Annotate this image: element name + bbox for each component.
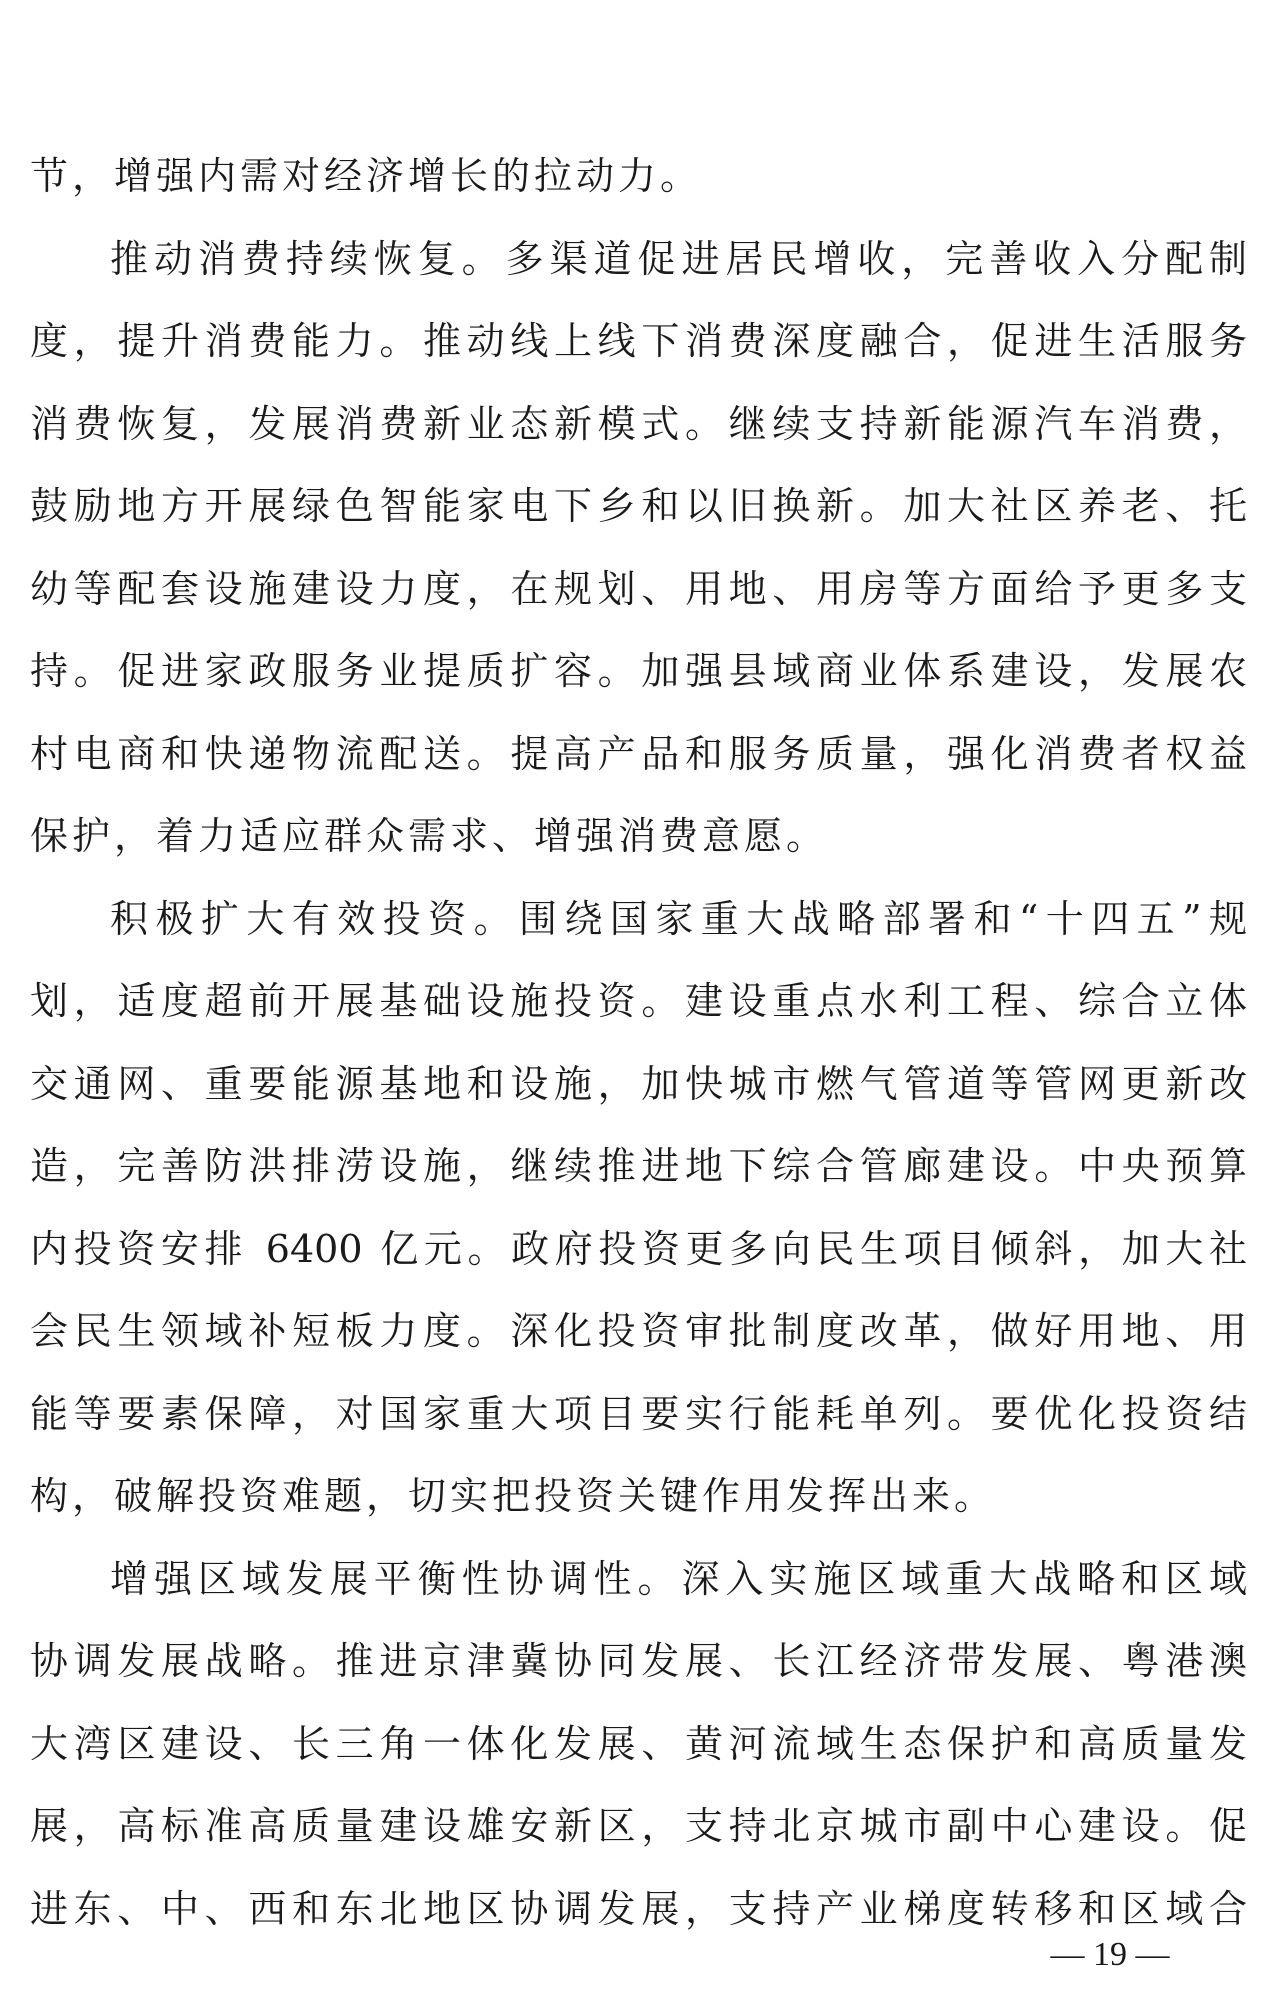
text-line: 节，增强内需对经济增长的拉动力。 bbox=[30, 154, 703, 198]
text-line: 构，破解投资难题，切实把投资关键作用发挥出来。 bbox=[30, 1474, 997, 1518]
text-line: 会民生领域补短板力度。深化投资审批制度改革，做好用地、用 bbox=[30, 1309, 1247, 1353]
text-line: 展，高标准高质量建设雄安新区，支持北京城市副中心建设。促 bbox=[30, 1804, 1247, 1848]
text-line: 协调发展战略。推进京津冀协同发展、长江经济带发展、粤港澳 bbox=[30, 1639, 1247, 1683]
text-line: 大湾区建设、长三角一体化发展、黄河流域生态保护和高质量发 bbox=[30, 1721, 1247, 1766]
paragraph-start-line: 增强区域发展平衡性协调性。深入实施区域重大战略和区域 bbox=[110, 1556, 1247, 1601]
text-line: 划，适度超前开展基础设施投资。建设重点水利工程、综合立体 bbox=[30, 979, 1247, 1023]
text-line: 消费恢复，发展消费新业态新模式。继续支持新能源汽车消费， bbox=[30, 401, 1247, 446]
text-line: 鼓励地方开展绿色智能家电下乡和以旧换新。加大社区养老、托 bbox=[30, 484, 1247, 528]
text-line: 保护，着力适应群众需求、增强消费意愿。 bbox=[30, 814, 829, 858]
text-line: 幼等配套设施建设力度，在规划、用地、用房等方面给予更多支 bbox=[30, 566, 1247, 611]
text-line: 造，完善防洪排涝设施，继续推进地下综合管廊建设。中央预算 bbox=[30, 1144, 1247, 1188]
paragraph-start-line: 推动消费持续恢复。多渠道促进居民增收，完善收入分配制 bbox=[110, 236, 1247, 281]
text-line: 交通网、重要能源基地和设施，加快城市燃气管道等管网更新改 bbox=[30, 1061, 1247, 1106]
text-line: 进东、中、西和东北地区协调发展，支持产业梯度转移和区域合 bbox=[30, 1886, 1247, 1931]
text-line: 内投资安排 6400 亿元。政府投资更多向民生项目倾斜，加大社 bbox=[30, 1226, 1247, 1271]
text-line: 村电商和快递物流配送。提高产品和服务质量，强化消费者权益 bbox=[30, 731, 1247, 776]
page-number: — 19 — bbox=[1050, 1936, 1170, 1973]
document-body bbox=[30, 135, 1247, 1950]
text-line: 能等要素保障，对国家重大项目要实行能耗单列。要优化投资结 bbox=[30, 1391, 1247, 1436]
paragraph-start-line: 积极扩大有效投资。围绕国家重大战略部署和“十四五”规 bbox=[110, 896, 1247, 941]
text-line: 持。促进家政服务业提质扩容。加强县域商业体系建设，发展农 bbox=[30, 649, 1247, 693]
text-line: 度，提升消费能力。推动线上线下消费深度融合，促进生活服务 bbox=[30, 319, 1247, 363]
